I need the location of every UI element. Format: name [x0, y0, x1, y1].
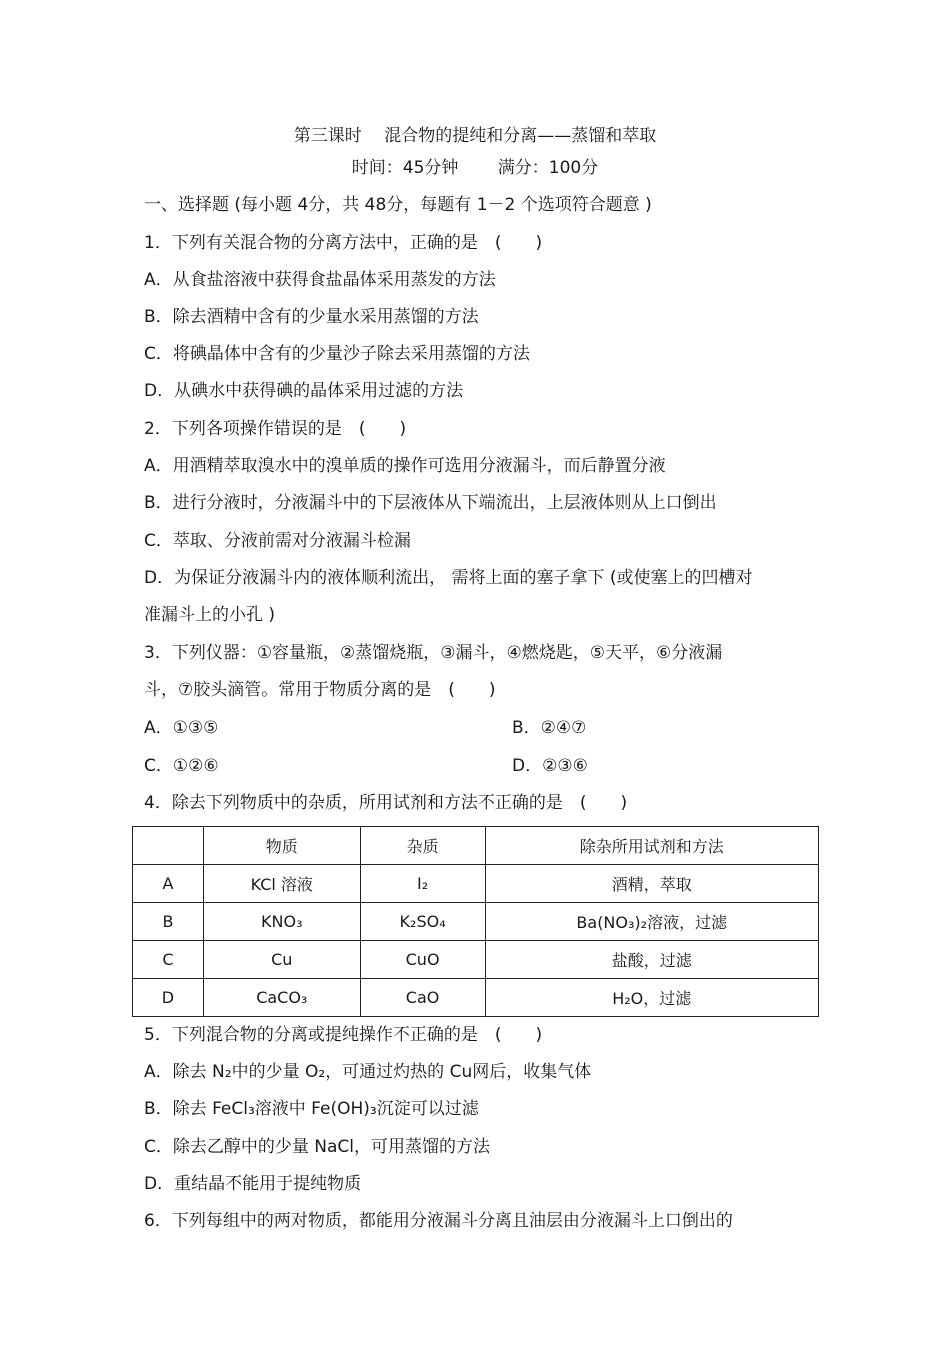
table-cell: K₂SO₄	[360, 903, 485, 941]
table-cell: H₂O，过滤	[485, 979, 819, 1017]
question-3-option-d: D．②③⑥	[512, 756, 588, 776]
question-1-option-d: D．从碘水中获得碘的晶体采用过滤的方法	[144, 381, 464, 401]
table-row	[133, 941, 819, 979]
table-cell: CuO	[360, 941, 485, 979]
question-2-stem: 2．下列各项操作错误的是 ( )	[144, 419, 407, 439]
table-cell: A	[133, 865, 204, 903]
question-4-stem: 4．除去下列物质中的杂质，所用试剂和方法不正确的是 ( )	[144, 793, 628, 813]
question-1-option-a: A．从食盐溶液中获得食盐晶体采用蒸发的方法	[144, 270, 496, 290]
page-title: 第三课时 混合物的提纯和分离——蒸馏和萃取	[293, 126, 657, 146]
table-cell: 酒精，萃取	[485, 865, 819, 903]
table-cell: KCl 溶液	[203, 865, 360, 903]
question-2-option-d-continued: 准漏斗上的小孔 )	[144, 605, 276, 625]
question-3-option-a: A．①③⑤	[144, 718, 219, 738]
table-header-cell	[133, 827, 204, 865]
table-row	[133, 979, 819, 1017]
table-header-cell: 杂质	[360, 827, 485, 865]
question-1-option-b: B．除去酒精中含有的少量水采用蒸馏的方法	[144, 307, 479, 327]
table-header-cell: 除杂所用试剂和方法	[485, 827, 819, 865]
question-5-option-c: C．除去乙醇中的少量 NaCl，可用蒸馏的方法	[144, 1137, 491, 1157]
table-cell: B	[133, 903, 204, 941]
table-cell: C	[133, 941, 204, 979]
question-2-option-a: A．用酒精萃取溴水中的溴单质的操作可选用分液漏斗，而后静置分液	[144, 456, 666, 476]
question-2-option-d: D．为保证分液漏斗内的液体顺利流出， 需将上面的塞子拿下 (或使塞上的凹槽对	[144, 568, 753, 588]
table-header-cell: 物质	[203, 827, 360, 865]
question-3-option-c: C．①②⑥	[144, 756, 219, 776]
question-1-option-c: C．将碘晶体中含有的少量沙子除去采用蒸馏的方法	[144, 344, 530, 364]
question-5-option-d: D．重结晶不能用于提纯物质	[144, 1174, 362, 1194]
table-cell: Ba(NO₃)₂溶液，过滤	[485, 903, 819, 941]
table-cell: 盐酸，过滤	[485, 941, 819, 979]
question-6-stem: 6．下列每组中的两对物质，都能用分液漏斗分离且油层由分液漏斗上口倒出的	[144, 1211, 733, 1231]
question-5-option-b: B．除去 FeCl₃溶液中 Fe(OH)₃沉淀可以过滤	[144, 1099, 479, 1119]
question-5-stem: 5．下列混合物的分离或提纯操作不正确的是 ( )	[144, 1025, 543, 1045]
table-cell: Cu	[203, 941, 360, 979]
table-cell: I₂	[360, 865, 485, 903]
table-row	[133, 903, 819, 941]
exam-info: 时间：45分钟 满分：100分	[351, 158, 599, 178]
table-cell: KNO₃	[203, 903, 360, 941]
table-row	[133, 865, 819, 903]
question-3-stem-continued: 斗，⑦胶头滴管。常用于物质分离的是 ( )	[144, 680, 496, 700]
question-2-option-c: C．萃取、分液前需对分液漏斗检漏	[144, 531, 411, 551]
question-5-option-a: A．除去 N₂中的少量 O₂，可通过灼热的 Cu网后，收集气体	[144, 1062, 592, 1082]
question-4-table	[132, 826, 819, 1017]
question-3-stem: 3．下列仪器：①容量瓶，②蒸馏烧瓶，③漏斗，④燃烧匙，⑤天平，⑥分液漏	[144, 643, 723, 663]
question-1-stem: 1．下列有关混合物的分离方法中，正确的是 ( )	[144, 233, 543, 253]
table-cell: CaCO₃	[203, 979, 360, 1017]
table-header-row	[133, 827, 819, 865]
section-heading: 一、选择题 (每小题 4分，共 48分，每题有 1－2 个选项符合题意 )	[144, 195, 652, 215]
table-cell: CaO	[360, 979, 485, 1017]
table-cell: D	[133, 979, 204, 1017]
question-3-option-b: B．②④⑦	[512, 718, 587, 738]
question-2-option-b: B．进行分液时，分液漏斗中的下层液体从下端流出，上层液体则从上口倒出	[144, 493, 717, 513]
